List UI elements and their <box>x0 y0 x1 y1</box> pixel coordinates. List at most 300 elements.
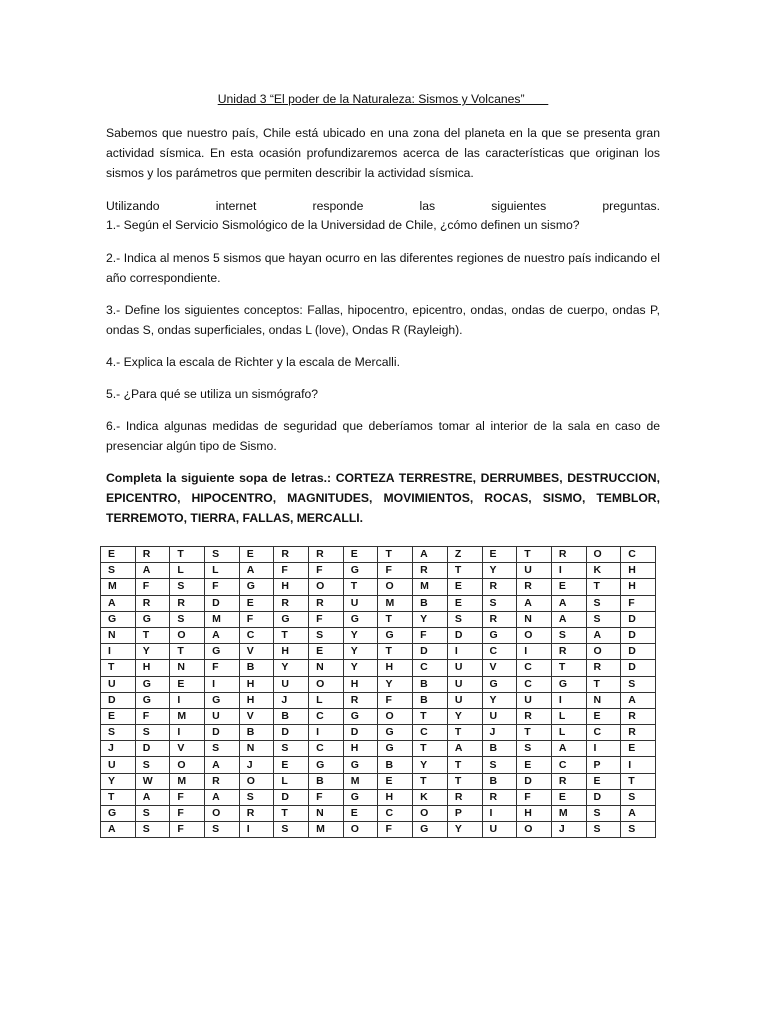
grid-cell: E <box>274 757 309 773</box>
grid-cell: T <box>101 660 136 676</box>
grid-cell: H <box>378 660 413 676</box>
grid-cell: S <box>205 547 240 563</box>
grid-cell: U <box>447 660 482 676</box>
grid-cell: H <box>274 644 309 660</box>
grid-cell: I <box>170 692 205 708</box>
grid-cell: R <box>517 579 552 595</box>
grid-cell: E <box>101 547 136 563</box>
grid-cell: F <box>621 595 656 611</box>
worksheet <box>106 92 660 540</box>
grid-cell: Y <box>482 692 517 708</box>
grid-cell: S <box>586 611 621 627</box>
grid-cell: S <box>447 611 482 627</box>
grid-cell: T <box>413 741 448 757</box>
grid-row <box>101 741 656 757</box>
grid-cell: T <box>135 627 170 643</box>
grid-cell: C <box>309 741 344 757</box>
grid-cell: P <box>586 757 621 773</box>
grid-cell: G <box>482 676 517 692</box>
grid-cell: U <box>101 757 136 773</box>
grid-cell: F <box>309 789 344 805</box>
grid-cell: C <box>586 725 621 741</box>
grid-cell: J <box>239 757 274 773</box>
question-5: 5.- ¿Para qué se utiliza un sismógrafo? <box>106 387 319 401</box>
grid-cell: F <box>135 708 170 724</box>
grid-cell: T <box>170 644 205 660</box>
grid-cell: R <box>621 708 656 724</box>
grid-cell: J <box>274 692 309 708</box>
grid-cell: N <box>239 741 274 757</box>
question-4: 4.- Explica la escala de Richter y la escala de Mercalli. <box>106 355 400 369</box>
grid-cell: S <box>482 757 517 773</box>
grid-cell: L <box>274 773 309 789</box>
grid-cell: M <box>551 806 586 822</box>
grid-cell: O <box>205 806 240 822</box>
grid-row <box>101 757 656 773</box>
grid-cell: S <box>170 611 205 627</box>
grid-cell: R <box>343 692 378 708</box>
grid-cell: S <box>309 627 344 643</box>
grid-cell: L <box>309 692 344 708</box>
grid-cell: T <box>517 547 552 563</box>
grid-cell: A <box>551 741 586 757</box>
grid-cell: V <box>170 741 205 757</box>
grid-row <box>101 773 656 789</box>
grid-cell: T <box>517 725 552 741</box>
grid-cell: B <box>482 741 517 757</box>
grid-cell: N <box>309 806 344 822</box>
grid-cell: C <box>413 660 448 676</box>
grid-cell: E <box>586 708 621 724</box>
grid-cell: G <box>343 563 378 579</box>
grid-cell: J <box>551 822 586 838</box>
grid-cell: R <box>135 595 170 611</box>
grid-cell: B <box>274 708 309 724</box>
grid-cell: A <box>621 692 656 708</box>
grid-row <box>101 806 656 822</box>
grid-row <box>101 692 656 708</box>
grid-cell: D <box>621 660 656 676</box>
grid-cell: I <box>309 725 344 741</box>
grid-cell: I <box>551 692 586 708</box>
grid-cell: C <box>517 676 552 692</box>
grid-cell: M <box>170 708 205 724</box>
grid-cell: O <box>517 822 552 838</box>
grid-cell: E <box>343 547 378 563</box>
grid-cell: S <box>482 595 517 611</box>
grid-cell: H <box>239 676 274 692</box>
grid-cell: F <box>205 660 240 676</box>
grid-cell: L <box>170 563 205 579</box>
grid-cell: S <box>239 789 274 805</box>
grid-cell: E <box>482 547 517 563</box>
grid-cell: A <box>239 563 274 579</box>
using-word-3: responde <box>312 199 364 213</box>
grid-cell: R <box>551 547 586 563</box>
grid-cell: G <box>274 611 309 627</box>
grid-cell: U <box>343 595 378 611</box>
grid-row <box>101 563 656 579</box>
grid-cell: I <box>205 676 240 692</box>
grid-cell: F <box>274 563 309 579</box>
question-2: 2.- Indica al menos 5 sismos que hayan ocurro en las diferentes regiones de nuestro país indicando el año correspondiente. <box>106 251 660 285</box>
grid-cell: D <box>274 725 309 741</box>
grid-cell: B <box>413 692 448 708</box>
grid-cell: E <box>517 757 552 773</box>
grid-cell: F <box>135 579 170 595</box>
grid-cell: C <box>239 627 274 643</box>
grid-cell: S <box>274 741 309 757</box>
grid-cell: S <box>586 595 621 611</box>
using-word-4: las <box>419 199 436 213</box>
grid-cell: R <box>551 644 586 660</box>
grid-cell: T <box>447 563 482 579</box>
grid-cell: J <box>482 725 517 741</box>
grid-cell: A <box>447 741 482 757</box>
grid-cell: O <box>517 627 552 643</box>
grid-cell: Y <box>343 627 378 643</box>
grid-cell: G <box>309 757 344 773</box>
grid-cell: F <box>517 789 552 805</box>
grid-cell: M <box>309 822 344 838</box>
grid-cell: R <box>586 660 621 676</box>
grid-cell: O <box>413 806 448 822</box>
grid-cell: A <box>551 611 586 627</box>
grid-cell: T <box>621 773 656 789</box>
grid-cell: P <box>447 806 482 822</box>
grid-cell: C <box>517 660 552 676</box>
grid-cell: Y <box>378 676 413 692</box>
grid-cell: H <box>274 579 309 595</box>
grid-cell: R <box>135 547 170 563</box>
grid-cell: A <box>135 563 170 579</box>
grid-cell: N <box>170 660 205 676</box>
intro-paragraph: Sabemos que nuestro país, Chile está ubicado en una zona del planeta en la que se presenta gran actividad sísmica. En esta ocasión profundizaremos acerca de las características que originan los sismos y los parámetros que permiten describir la actividad sísmica. <box>106 126 660 180</box>
grid-cell: E <box>239 547 274 563</box>
grid-cell: T <box>551 660 586 676</box>
grid-cell: H <box>239 692 274 708</box>
grid-cell: E <box>621 741 656 757</box>
grid-cell: Y <box>343 644 378 660</box>
grid-cell: Y <box>447 822 482 838</box>
grid-cell: S <box>621 822 656 838</box>
grid-cell: E <box>447 579 482 595</box>
grid-row <box>101 822 656 838</box>
grid-cell: V <box>239 644 274 660</box>
grid-cell: G <box>239 579 274 595</box>
grid-cell: B <box>413 595 448 611</box>
grid-cell: R <box>517 708 552 724</box>
word-search-instruction: Completa la siguiente sopa de letras.: CORTEZA TERRESTRE, DERRUMBES, DESTRUCCION, EPICENTRO, HIPOCENTRO, MAGNITUDES, MOVIMIENTOS, ROCAS, SISMO, TEMBLOR, TERREMOTO, TIERRA, FALLAS, MERCALLI. <box>106 471 660 525</box>
grid-cell: R <box>309 595 344 611</box>
grid-cell: S <box>205 822 240 838</box>
page-title: Unidad 3 “El poder de la Naturaleza: Sismos y Volcanes” <box>217 92 549 106</box>
grid-cell: R <box>551 773 586 789</box>
grid-cell: I <box>101 644 136 660</box>
grid-cell: R <box>205 773 240 789</box>
grid-cell: V <box>239 708 274 724</box>
grid-cell: M <box>343 773 378 789</box>
grid-cell: O <box>378 579 413 595</box>
grid-cell: R <box>239 806 274 822</box>
grid-cell: E <box>447 595 482 611</box>
grid-cell: V <box>482 660 517 676</box>
grid-cell: L <box>205 563 240 579</box>
question-1: 1.- Según el Servicio Sismológico de la Universidad de Chile, ¿cómo definen un sismo? <box>106 218 580 232</box>
grid-row <box>101 611 656 627</box>
grid-cell: S <box>135 725 170 741</box>
grid-cell: A <box>413 547 448 563</box>
grid-cell: G <box>378 725 413 741</box>
grid-cell: H <box>135 660 170 676</box>
grid-cell: U <box>517 692 552 708</box>
grid-cell: E <box>343 806 378 822</box>
grid-cell: T <box>586 579 621 595</box>
grid-cell: S <box>586 806 621 822</box>
question-6: 6.- Indica algunas medidas de seguridad que deberíamos tomar al interior de la sala en caso de presenciar algún tipo de Sismo. <box>106 419 660 453</box>
grid-cell: R <box>482 789 517 805</box>
grid-cell: R <box>621 725 656 741</box>
grid-cell: D <box>101 692 136 708</box>
grid-cell: S <box>621 789 656 805</box>
grid-cell: F <box>378 822 413 838</box>
grid-cell: A <box>551 595 586 611</box>
grid-cell: C <box>378 806 413 822</box>
grid-cell: G <box>413 822 448 838</box>
grid-cell: T <box>447 725 482 741</box>
grid-cell: K <box>413 789 448 805</box>
grid-cell: M <box>413 579 448 595</box>
grid-cell: F <box>170 822 205 838</box>
grid-cell: O <box>170 627 205 643</box>
grid-cell: S <box>135 822 170 838</box>
grid-cell: G <box>135 611 170 627</box>
grid-cell: I <box>239 822 274 838</box>
grid-cell: R <box>170 595 205 611</box>
grid-cell: M <box>170 773 205 789</box>
using-word-2: internet <box>215 199 257 213</box>
grid-cell: A <box>586 627 621 643</box>
grid-cell: E <box>551 579 586 595</box>
grid-cell: G <box>551 676 586 692</box>
grid-cell: F <box>309 611 344 627</box>
grid-cell: D <box>205 595 240 611</box>
grid-cell: O <box>586 547 621 563</box>
grid-cell: I <box>621 757 656 773</box>
grid-cell: U <box>482 822 517 838</box>
grid-row <box>101 676 656 692</box>
grid-cell: S <box>135 806 170 822</box>
grid-cell: T <box>447 773 482 789</box>
grid-cell: Y <box>343 660 378 676</box>
grid-cell: A <box>205 789 240 805</box>
grid-cell: M <box>101 579 136 595</box>
grid-cell: F <box>413 627 448 643</box>
grid-cell: D <box>517 773 552 789</box>
grid-row <box>101 579 656 595</box>
grid-cell: U <box>517 563 552 579</box>
grid-cell: U <box>101 676 136 692</box>
grid-cell: A <box>621 806 656 822</box>
grid-cell: U <box>447 692 482 708</box>
grid-cell: D <box>135 741 170 757</box>
grid-cell: F <box>239 611 274 627</box>
grid-cell: S <box>517 741 552 757</box>
grid-cell: Y <box>447 708 482 724</box>
grid-cell: C <box>309 708 344 724</box>
grid-cell: E <box>170 676 205 692</box>
grid-cell: S <box>101 563 136 579</box>
grid-cell: A <box>205 757 240 773</box>
using-word-5: siguientes <box>491 199 547 213</box>
grid-row <box>101 708 656 724</box>
grid-cell: F <box>205 579 240 595</box>
grid-cell: C <box>413 725 448 741</box>
grid-cell: H <box>621 579 656 595</box>
grid-cell: Y <box>413 611 448 627</box>
grid-cell: E <box>101 708 136 724</box>
grid-cell: E <box>586 773 621 789</box>
grid-cell: Y <box>101 773 136 789</box>
grid-cell: R <box>274 595 309 611</box>
grid-cell: F <box>170 789 205 805</box>
grid-cell: M <box>378 595 413 611</box>
grid-cell: I <box>447 644 482 660</box>
grid-cell: J <box>101 741 136 757</box>
grid-cell: L <box>551 708 586 724</box>
grid-cell: R <box>447 789 482 805</box>
grid-cell: G <box>205 692 240 708</box>
grid-cell: I <box>586 741 621 757</box>
grid-cell: T <box>170 547 205 563</box>
grid-cell: I <box>517 644 552 660</box>
grid-cell: G <box>343 708 378 724</box>
grid-cell: D <box>447 627 482 643</box>
grid-cell: L <box>551 725 586 741</box>
grid-cell: A <box>135 789 170 805</box>
grid-cell: D <box>274 789 309 805</box>
grid-cell: T <box>378 547 413 563</box>
grid-cell: T <box>274 627 309 643</box>
grid-cell: Y <box>135 644 170 660</box>
grid-row <box>101 789 656 805</box>
grid-cell: I <box>551 563 586 579</box>
word-search-grid <box>100 546 656 838</box>
grid-cell: T <box>586 676 621 692</box>
grid-cell: B <box>309 773 344 789</box>
grid-cell: M <box>205 611 240 627</box>
grid-cell: D <box>621 627 656 643</box>
grid-cell: A <box>101 595 136 611</box>
grid-cell: B <box>482 773 517 789</box>
grid-cell: U <box>447 676 482 692</box>
grid-cell: B <box>239 660 274 676</box>
grid-cell: F <box>378 692 413 708</box>
grid-cell: F <box>309 563 344 579</box>
grid-cell: G <box>482 627 517 643</box>
grid-cell: I <box>170 725 205 741</box>
grid-cell: A <box>517 595 552 611</box>
using-internet-line <box>106 197 660 215</box>
grid-row <box>101 547 656 563</box>
grid-cell: A <box>101 822 136 838</box>
grid-cell: D <box>621 644 656 660</box>
using-word-1: Utilizando <box>106 199 160 213</box>
grid-cell: S <box>621 676 656 692</box>
grid-cell: T <box>378 644 413 660</box>
using-word-6: preguntas. <box>602 199 660 213</box>
grid-cell: F <box>378 563 413 579</box>
grid-cell: Z <box>447 547 482 563</box>
grid-cell: O <box>309 676 344 692</box>
grid-cell: T <box>447 757 482 773</box>
grid-cell: I <box>482 806 517 822</box>
grid-row <box>101 660 656 676</box>
grid-cell: E <box>378 773 413 789</box>
grid-cell: B <box>413 676 448 692</box>
grid-cell: S <box>170 579 205 595</box>
grid-cell: D <box>586 789 621 805</box>
grid-cell: T <box>413 708 448 724</box>
grid-cell: S <box>135 757 170 773</box>
grid-cell: Y <box>482 563 517 579</box>
grid-cell: E <box>551 789 586 805</box>
grid-cell: O <box>239 773 274 789</box>
grid-cell: T <box>274 806 309 822</box>
grid-cell: Y <box>413 757 448 773</box>
grid-cell: A <box>205 627 240 643</box>
grid-cell: O <box>343 822 378 838</box>
grid-cell: O <box>309 579 344 595</box>
grid-cell: E <box>309 644 344 660</box>
grid-cell: H <box>378 789 413 805</box>
grid-row <box>101 627 656 643</box>
grid-cell: O <box>586 644 621 660</box>
grid-row <box>101 644 656 660</box>
grid-cell: G <box>343 757 378 773</box>
grid-cell: G <box>378 741 413 757</box>
grid-cell: C <box>621 547 656 563</box>
grid-cell: R <box>413 563 448 579</box>
grid-cell: R <box>482 579 517 595</box>
grid-cell: U <box>482 708 517 724</box>
grid-cell: S <box>274 822 309 838</box>
grid-cell: S <box>586 822 621 838</box>
grid-cell: H <box>517 806 552 822</box>
grid-cell: B <box>378 757 413 773</box>
grid-cell: B <box>239 725 274 741</box>
grid-row <box>101 725 656 741</box>
grid-cell: W <box>135 773 170 789</box>
grid-cell: H <box>343 676 378 692</box>
grid-cell: R <box>482 611 517 627</box>
grid-cell: G <box>343 611 378 627</box>
grid-cell: O <box>378 708 413 724</box>
grid-cell: U <box>205 708 240 724</box>
grid-cell: D <box>621 611 656 627</box>
grid-cell: Y <box>274 660 309 676</box>
grid-cell: G <box>378 627 413 643</box>
grid-cell: D <box>205 725 240 741</box>
grid-cell: N <box>517 611 552 627</box>
grid-cell: N <box>309 660 344 676</box>
grid-cell: E <box>239 595 274 611</box>
grid-cell: D <box>343 725 378 741</box>
grid-cell: C <box>482 644 517 660</box>
grid-cell: R <box>309 547 344 563</box>
grid-cell: C <box>551 757 586 773</box>
grid-cell: G <box>101 611 136 627</box>
